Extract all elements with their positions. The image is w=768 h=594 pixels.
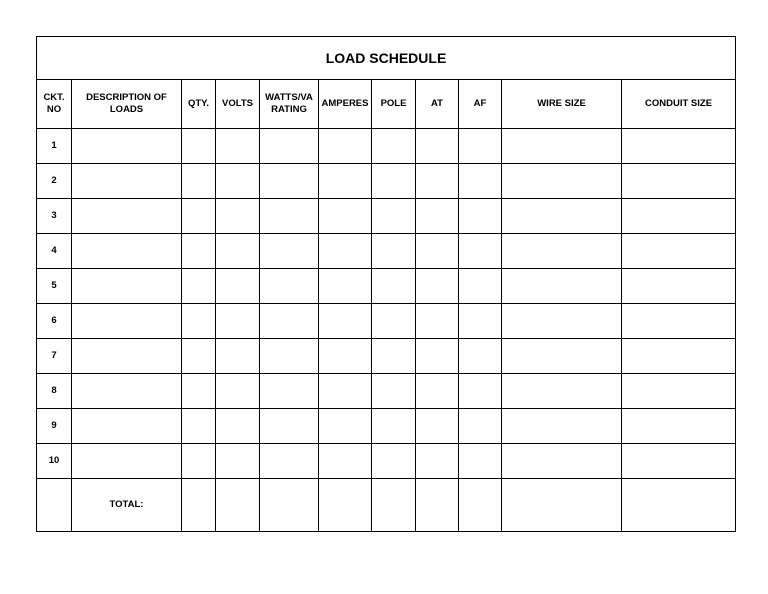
conduit-size-cell[interactable] bbox=[622, 199, 736, 234]
at-cell[interactable] bbox=[416, 199, 459, 234]
conduit-size-cell[interactable] bbox=[622, 304, 736, 339]
volts-cell[interactable] bbox=[216, 269, 260, 304]
total-conduit-size-cell[interactable] bbox=[622, 479, 736, 532]
column-header-description: DESCRIPTION OF LOADS bbox=[72, 80, 182, 129]
total-at-cell[interactable] bbox=[416, 479, 459, 532]
qty-cell[interactable] bbox=[182, 409, 216, 444]
circuit-number: 2 bbox=[37, 164, 72, 199]
qty-cell[interactable] bbox=[182, 374, 216, 409]
watts-cell[interactable] bbox=[260, 129, 319, 164]
pole-cell[interactable] bbox=[372, 199, 416, 234]
description-cell[interactable] bbox=[72, 129, 182, 164]
volts-cell[interactable] bbox=[216, 199, 260, 234]
watts-cell[interactable] bbox=[260, 409, 319, 444]
volts-cell[interactable] bbox=[216, 164, 260, 199]
pole-cell[interactable] bbox=[372, 164, 416, 199]
af-cell[interactable] bbox=[459, 164, 502, 199]
description-cell[interactable] bbox=[72, 304, 182, 339]
volts-cell[interactable] bbox=[216, 129, 260, 164]
column-header-ckt-no: CKT. NO bbox=[37, 80, 72, 129]
watts-cell[interactable] bbox=[260, 339, 319, 374]
column-header-pole: POLE bbox=[372, 80, 416, 129]
watts-cell[interactable] bbox=[260, 269, 319, 304]
table-row bbox=[37, 164, 736, 199]
circuit-number: 7 bbox=[37, 339, 72, 374]
table-row bbox=[37, 269, 736, 304]
af-cell[interactable] bbox=[459, 269, 502, 304]
watts-cell[interactable] bbox=[260, 374, 319, 409]
conduit-size-cell[interactable] bbox=[622, 339, 736, 374]
conduit-size-cell[interactable] bbox=[622, 444, 736, 479]
volts-cell[interactable] bbox=[216, 409, 260, 444]
volts-cell[interactable] bbox=[216, 444, 260, 479]
wire-size-cell[interactable] bbox=[502, 339, 622, 374]
af-cell[interactable] bbox=[459, 234, 502, 269]
description-cell[interactable] bbox=[72, 374, 182, 409]
qty-cell[interactable] bbox=[182, 129, 216, 164]
conduit-size-cell[interactable] bbox=[622, 234, 736, 269]
table-row bbox=[37, 129, 736, 164]
circuit-number: 9 bbox=[37, 409, 72, 444]
pole-cell[interactable] bbox=[372, 129, 416, 164]
circuit-number: 8 bbox=[37, 374, 72, 409]
table-row bbox=[37, 234, 736, 269]
table-row bbox=[37, 409, 736, 444]
total-watts-cell[interactable] bbox=[260, 479, 319, 532]
qty-cell[interactable] bbox=[182, 444, 216, 479]
wire-size-cell[interactable] bbox=[502, 234, 622, 269]
circuit-number: 4 bbox=[37, 234, 72, 269]
amperes-cell[interactable] bbox=[319, 234, 372, 269]
column-header-at: AT bbox=[416, 80, 459, 129]
wire-size-cell[interactable] bbox=[502, 444, 622, 479]
at-cell[interactable] bbox=[416, 409, 459, 444]
circuit-number: 1 bbox=[37, 129, 72, 164]
header-row bbox=[37, 80, 736, 129]
wire-size-cell[interactable] bbox=[502, 129, 622, 164]
column-header-af: AF bbox=[459, 80, 502, 129]
watts-cell[interactable] bbox=[260, 164, 319, 199]
volts-cell[interactable] bbox=[216, 374, 260, 409]
pole-cell[interactable] bbox=[372, 234, 416, 269]
description-cell[interactable] bbox=[72, 409, 182, 444]
volts-cell[interactable] bbox=[216, 304, 260, 339]
at-cell[interactable] bbox=[416, 164, 459, 199]
description-cell[interactable] bbox=[72, 199, 182, 234]
amperes-cell[interactable] bbox=[319, 304, 372, 339]
circuit-number: 10 bbox=[37, 444, 72, 479]
page-title: LOAD SCHEDULE bbox=[37, 37, 736, 80]
at-cell[interactable] bbox=[416, 304, 459, 339]
description-cell[interactable] bbox=[72, 164, 182, 199]
column-header-watts-va-rating: WATTS/VA RATING bbox=[260, 80, 319, 129]
wire-size-cell[interactable] bbox=[502, 269, 622, 304]
pole-cell[interactable] bbox=[372, 339, 416, 374]
description-cell[interactable] bbox=[72, 234, 182, 269]
table-row bbox=[37, 199, 736, 234]
af-cell[interactable] bbox=[459, 129, 502, 164]
total-volts-cell[interactable] bbox=[216, 479, 260, 532]
amperes-cell[interactable] bbox=[319, 444, 372, 479]
total-wire-size-cell[interactable] bbox=[502, 479, 622, 532]
amperes-cell[interactable] bbox=[319, 199, 372, 234]
conduit-size-cell[interactable] bbox=[622, 164, 736, 199]
pole-cell[interactable] bbox=[372, 444, 416, 479]
pole-cell[interactable] bbox=[372, 409, 416, 444]
total-row bbox=[37, 479, 736, 532]
total-amperes-cell[interactable] bbox=[319, 479, 372, 532]
circuit-number: 3 bbox=[37, 199, 72, 234]
table-row bbox=[37, 444, 736, 479]
conduit-size-cell[interactable] bbox=[622, 374, 736, 409]
amperes-cell[interactable] bbox=[319, 339, 372, 374]
total-pole-cell[interactable] bbox=[372, 479, 416, 532]
pole-cell[interactable] bbox=[372, 374, 416, 409]
amperes-cell[interactable] bbox=[319, 374, 372, 409]
af-cell[interactable] bbox=[459, 339, 502, 374]
wire-size-cell[interactable] bbox=[502, 409, 622, 444]
at-cell[interactable] bbox=[416, 129, 459, 164]
column-header-qty: QTY. bbox=[182, 80, 216, 129]
description-cell[interactable] bbox=[72, 269, 182, 304]
wire-size-cell[interactable] bbox=[502, 374, 622, 409]
total-qty-cell[interactable] bbox=[182, 479, 216, 532]
watts-cell[interactable] bbox=[260, 444, 319, 479]
af-cell[interactable] bbox=[459, 304, 502, 339]
column-header-conduit-size: CONDUIT SIZE bbox=[622, 80, 736, 129]
table-row bbox=[37, 374, 736, 409]
at-cell[interactable] bbox=[416, 269, 459, 304]
circuit-number: 5 bbox=[37, 269, 72, 304]
at-cell[interactable] bbox=[416, 234, 459, 269]
af-cell[interactable] bbox=[459, 409, 502, 444]
total-af-cell[interactable] bbox=[459, 479, 502, 532]
qty-cell[interactable] bbox=[182, 269, 216, 304]
column-header-volts: VOLTS bbox=[216, 80, 260, 129]
amperes-cell[interactable] bbox=[319, 269, 372, 304]
qty-cell[interactable] bbox=[182, 339, 216, 374]
wire-size-cell[interactable] bbox=[502, 304, 622, 339]
amperes-cell[interactable] bbox=[319, 164, 372, 199]
column-header-amperes: AMPERES bbox=[319, 80, 372, 129]
conduit-size-cell[interactable] bbox=[622, 129, 736, 164]
circuit-number: 6 bbox=[37, 304, 72, 339]
volts-cell[interactable] bbox=[216, 234, 260, 269]
at-cell[interactable] bbox=[416, 339, 459, 374]
amperes-cell[interactable] bbox=[319, 409, 372, 444]
volts-cell[interactable] bbox=[216, 339, 260, 374]
qty-cell[interactable] bbox=[182, 164, 216, 199]
column-header-wire-size: WIRE SIZE bbox=[502, 80, 622, 129]
watts-cell[interactable] bbox=[260, 304, 319, 339]
af-cell[interactable] bbox=[459, 374, 502, 409]
total-ckt-cell bbox=[37, 479, 72, 532]
at-cell[interactable] bbox=[416, 444, 459, 479]
qty-cell[interactable] bbox=[182, 304, 216, 339]
af-cell[interactable] bbox=[459, 444, 502, 479]
at-cell[interactable] bbox=[416, 374, 459, 409]
load-schedule-table bbox=[36, 36, 736, 532]
qty-cell[interactable] bbox=[182, 199, 216, 234]
conduit-size-cell[interactable] bbox=[622, 409, 736, 444]
amperes-cell[interactable] bbox=[319, 129, 372, 164]
description-cell[interactable] bbox=[72, 444, 182, 479]
watts-cell[interactable] bbox=[260, 234, 319, 269]
pole-cell[interactable] bbox=[372, 269, 416, 304]
description-cell[interactable] bbox=[72, 339, 182, 374]
wire-size-cell[interactable] bbox=[502, 164, 622, 199]
watts-cell[interactable] bbox=[260, 199, 319, 234]
qty-cell[interactable] bbox=[182, 234, 216, 269]
total-label: TOTAL: bbox=[72, 479, 182, 532]
pole-cell[interactable] bbox=[372, 304, 416, 339]
table-row bbox=[37, 339, 736, 374]
af-cell[interactable] bbox=[459, 199, 502, 234]
conduit-size-cell[interactable] bbox=[622, 269, 736, 304]
table-row bbox=[37, 304, 736, 339]
wire-size-cell[interactable] bbox=[502, 199, 622, 234]
